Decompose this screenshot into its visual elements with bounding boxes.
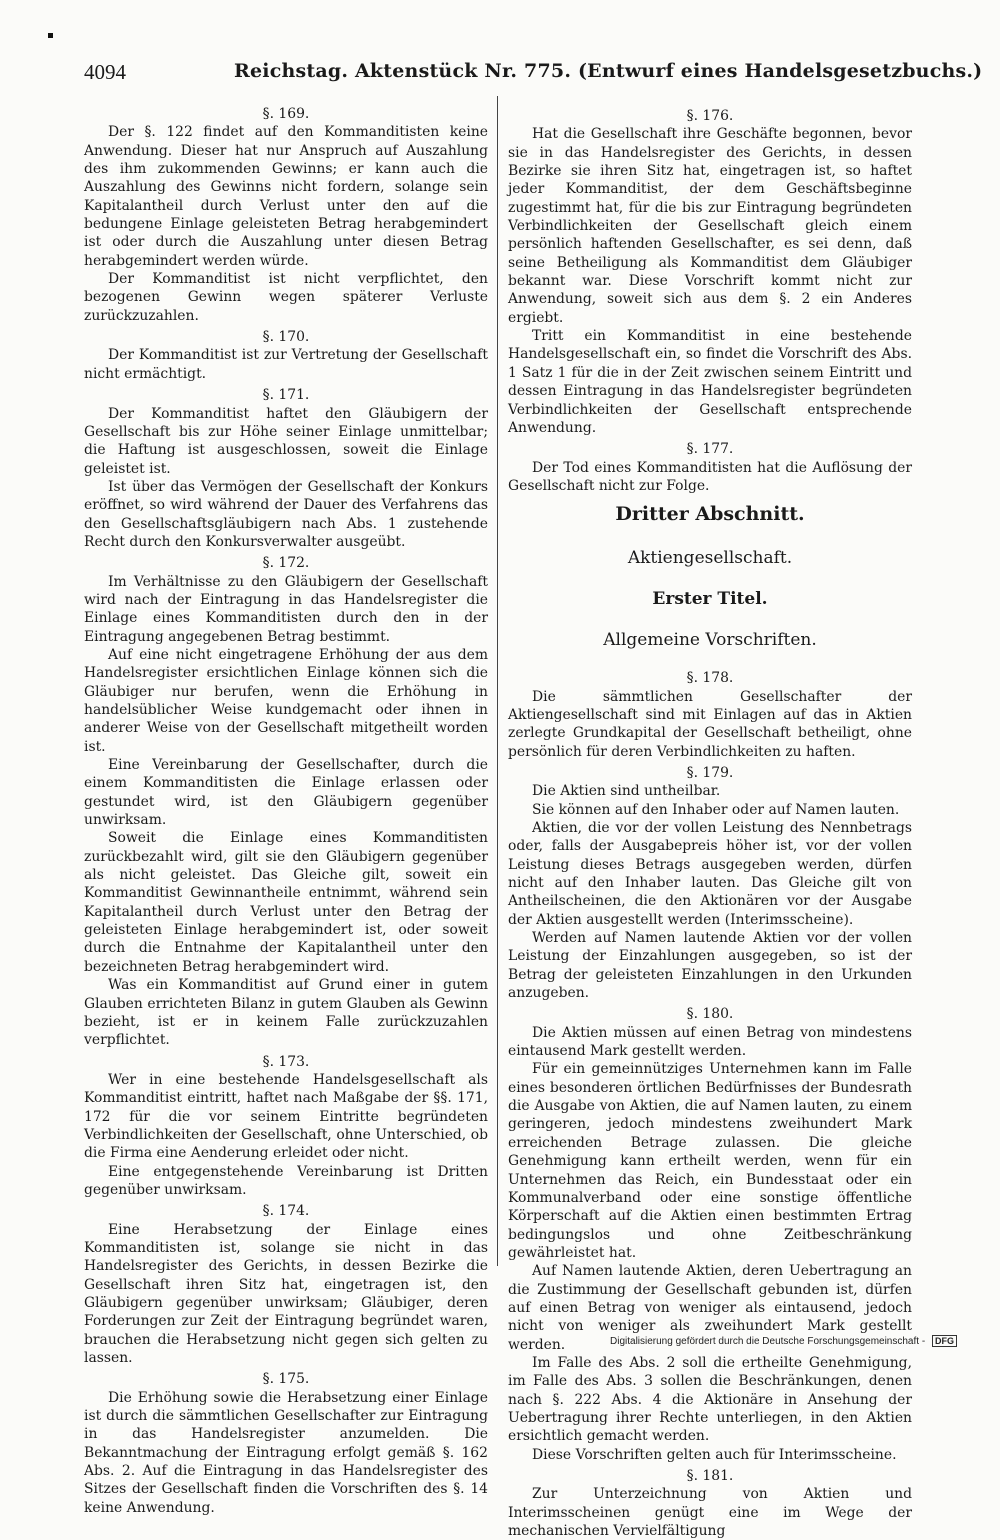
paragraph: Tritt ein Kommanditist in eine bestehende Handelsgesellschaft ein, so findet die Vorschrift des Abs. 1 Satz 1 für die in der Zeit zwischen seinem Eintritt und dessen Eintragung in das Handelsregister begründeten Verbindlichkeiten der Gesellschaft entsprechende Anwendung.: [508, 328, 912, 436]
dfg-logo: DFG: [932, 1335, 957, 1347]
title-heading: Allgemeine Vorschriften.: [603, 630, 817, 651]
paragraph: Hat die Gesellschaft ihre Geschäfte begonnen, bevor sie in das Handelsregister des Gerichts, in dessen Bezirke sie ihren Sitz hat, eingetragen ist, so haftet jeder Kommanditist, der dem Geschäftsbeginne zugestimmt hat, für die bis zur Eintragung begründeten Verbindlichkeiten der Gesellschaft gleich einem persönlich haftenden Gesellschafter, es sei denn, daß seine Betheiligung als Kommanditist dem Gläubiger bekannt war. Diese Vorschrift kommt nicht zur Anwendung, soweit sich aus dem §. 2 ein Anderes ergiebt.: [508, 126, 912, 326]
paragraph: Ist über das Vermögen der Gesellschaft der Konkurs eröffnet, so wird während der Dauer des Verfahrens das den Gesellschaftsgläubigern nach Abs. 1 zustehende Recht durch den Konkursverwalter ausgeübt.: [84, 478, 488, 550]
paragraph: Zur Unterzeichnung von Aktien und Interimsscheinen genügt eine im Wege der mechanischen Vervielfältigung: [508, 1486, 912, 1540]
paragraph: Der Kommanditist ist nicht verpflichtet, den bezogenen Gewinn wegen späterer Verluste zurückzuzahlen.: [84, 271, 488, 324]
paragraph: Im Falle des Abs. 2 soll die ertheilte Genehmigung, im Falle des Abs. 3 sollen die Beschränkungen, denen nach §. 222 Abs. 4 die Aktionäre in Ansehung der Uebertragung ihrer Rechte unterliegen, in den Aktien ersichtlich gemacht werden.: [508, 1354, 912, 1445]
page-header: [84, 60, 983, 86]
running-head: Reichstag. Aktenstück Nr. 775. (Entwurf eines Handelsgesetzbuchs.): [234, 60, 983, 82]
paragraph: Im Verhältnisse zu den Gläubigern der Gesellschaft wird nach der Eintragung in das Handelsregister die Einlage eines Kommanditisten durch den in der Eintragung angegebenen Betrag bestimmt.: [84, 573, 488, 645]
paragraph: Die Aktien sind untheilbar.: [532, 783, 721, 800]
margin-dot: [48, 33, 53, 38]
page-footer: [610, 1335, 957, 1347]
section-number: §. 181.: [686, 1468, 734, 1484]
paragraph: Die Aktien müssen auf einen Betrag von mindestens eintausend Mark gestellt werden.: [508, 1024, 912, 1060]
section-number: §. 174.: [262, 1203, 310, 1220]
section-number: §. 178.: [686, 670, 734, 687]
section-number: §. 172.: [262, 555, 310, 572]
paragraph: Sie können auf den Inhaber oder auf Namen lauten.: [532, 801, 900, 818]
title-heading: Aktiengesellschaft.: [627, 548, 793, 569]
paragraph: Für ein gemeinnütziges Unternehmen kann im Falle eines besonderen örtlichen Bedürfnisses der Bundesrath die Ausgabe von Aktien, die auf Namen lauten, zu einem geringeren, jedoch mindestens zweihundert Mark erreichenden Betrage zulassen. Die gleiche Genehmigung kann ertheilt werden, wenn für ein Unternehmen das Reich, ein Bundesstaat oder ein Kommunalverband oder eine sonstige öffentliche Körperschaft auf die Aktien einen bestimmten Ertrag bedingungslos und ohne Zeitbeschränkung gewährleistet hat.: [508, 1061, 912, 1261]
paragraph: Was ein Kommanditist auf Grund einer in gutem Glauben errichteten Bilanz in gutem Glauben als Gewinn bezieht, ist er in keinem Falle zurückzuzahlen verpflichtet.: [84, 977, 488, 1049]
section-number: §. 179.: [686, 764, 734, 781]
section-number: §. 173.: [262, 1053, 310, 1070]
left-column: [84, 102, 488, 1517]
column-divider: [497, 96, 498, 1266]
footer-text: Digitalisierung gefördert durch die Deutsche Forschungsgemeinschaft -: [610, 1336, 926, 1347]
right-column: [508, 104, 912, 1540]
page-number: 4094: [84, 60, 126, 84]
section-number: §. 169.: [262, 106, 310, 122]
section-number: §. 180.: [686, 1006, 734, 1023]
paragraph: Soweit die Einlage eines Kommanditisten zurückbezahlt wird, gilt sie den Gläubigern gegenüber als nicht geleistet. Das Gleiche gilt, soweit ein Kommanditist Gewinnantheile entnimmt, während sein Kapitalantheil durch Verlust unter den Betrag der geleisteten Einlage herabgemindert ist, oder soweit durch die Entnahme der Kapitalantheil unter den bezeichneten Betrag herabgemindert wird.: [84, 830, 488, 975]
paragraph: Der §. 122 findet auf den Kommanditisten keine Anwendung. Dieser hat nur Anspruch auf Auszahlung des ihm zukommenden Gewinns; er kann auch die Auszahlung des Gewinns nicht fordern, solange sein Kapitalantheil durch Verlust unter den auf die bedungene Einlage geleisteten Betrag herabgemindert ist oder durch die Auszahlung unter diesen Betrag herabgemindert werden würde.: [84, 124, 488, 269]
paragraph: Die sämmtlichen Gesellschafter der Aktiengesellschaft sind mit Einlagen auf das in Aktien zerlegte Grundkapital der Gesellschaft betheiligt, ohne persönlich für deren Verbindlichkeiten zu haften.: [508, 688, 912, 760]
paragraph: Die Erhöhung sowie die Herabsetzung einer Einlage ist durch die sämmtlichen Gesellschafter zur Eintragung in das Handelsregister anzumelden. Die Bekanntmachung der Eintragung erfolgt gemäß §. 162 Abs. 2. Auf die Eintragung in das Handelsregister des Sitzes der Gesellschaft finden die Vorschriften des §. 14 keine Anwendung.: [84, 1389, 488, 1516]
paragraph: Diese Vorschriften gelten auch für Interimsscheine.: [532, 1446, 897, 1463]
paragraph: Aktien, die vor der vollen Leistung des Nennbetrags oder, falls der Ausgabepreis höher ist, vor der vollen Leistung dieses Betrags ausgegeben werden, dürfen nicht auf den Inhaber lauten. Das Gleiche gilt von Antheilscheinen, die den Aktionären vor der Ausgabe der Aktien ausgestellt werden (Interimsscheine).: [508, 819, 912, 928]
paragraph: Der Kommanditist haftet den Gläubigern der Gesellschaft bis zur Höhe seiner Einlage unmittelbar; die Haftung ist ausgeschlossen, soweit die Einlage geleistet ist.: [84, 405, 488, 477]
paragraph: Werden auf Namen lautende Aktien vor der vollen Leistung der Einzahlungen ausgegeben, so ist der Betrag der geleisteten Einzahlungen in den Urkunden anzugeben.: [508, 930, 912, 1002]
section-number: §. 177.: [686, 441, 734, 458]
paragraph: Auf Namen lautende Aktien, deren Uebertragung an die Zustimmung der Gesellschaft gebunden ist, dürfen auf einen Betrag von weniger als eintausend, jedoch nicht von weniger als zweihundert Mark gestellt werden.: [508, 1263, 912, 1353]
paragraph: Eine Vereinbarung der Gesellschafter, durch die einem Kommanditisten die Einlage erlassen oder gestundet wird, ist den Gläubigern gegenüber unwirksam.: [84, 757, 488, 829]
section-number: §. 171.: [262, 387, 310, 404]
paragraph: Der Tod eines Kommanditisten hat die Auflösung der Gesellschaft nicht zur Folge.: [508, 459, 912, 494]
section-number: §. 176.: [686, 108, 734, 124]
section-number: §. 170.: [262, 329, 310, 346]
section-number: §. 175.: [262, 1371, 310, 1388]
paragraph: Der Kommanditist ist zur Vertretung der Gesellschaft nicht ermächtigt.: [84, 347, 488, 382]
paragraph: Eine Herabsetzung der Einlage eines Kommanditisten ist, solange sie nicht in das Handelsregister des Gerichts, in dessen Bezirke die Gesellschaft ihren Sitz hat, eingetragen ist, den Gläubigern gegenüber unwirksam; Gläubiger, deren Forderungen zur Zeit der Eintragung begründet waren, brauchen die Herabsetzung nicht gegen sich gelten zu lassen.: [84, 1221, 488, 1367]
chapter-heading: Dritter Abschnitt.: [615, 503, 805, 526]
subtitle-heading: Erster Titel.: [652, 589, 768, 610]
paragraph: Wer in eine bestehende Handelsgesellschaft als Kommanditist eintritt, haftet nach Maßgabe der §§. 171, 172 für die vor seinem Eintritte begründeten Verbindlichkeiten der Gesellschaft, ohne Unterschied, ob die Firma eine Aenderung erleidet oder nicht.: [84, 1071, 488, 1162]
paragraph: Auf eine nicht eingetragene Erhöhung der aus dem Handelsregister ersichtlichen Einlage können sich die Gläubiger nur berufen, wenn die Erhöhung in handelsüblicher Weise kundgemacht oder ihnen in anderer Weise von der Gesellschaft mitgetheilt worden ist.: [84, 646, 488, 755]
paragraph: Eine entgegenstehende Vereinbarung ist Dritten gegenüber unwirksam.: [84, 1163, 488, 1198]
